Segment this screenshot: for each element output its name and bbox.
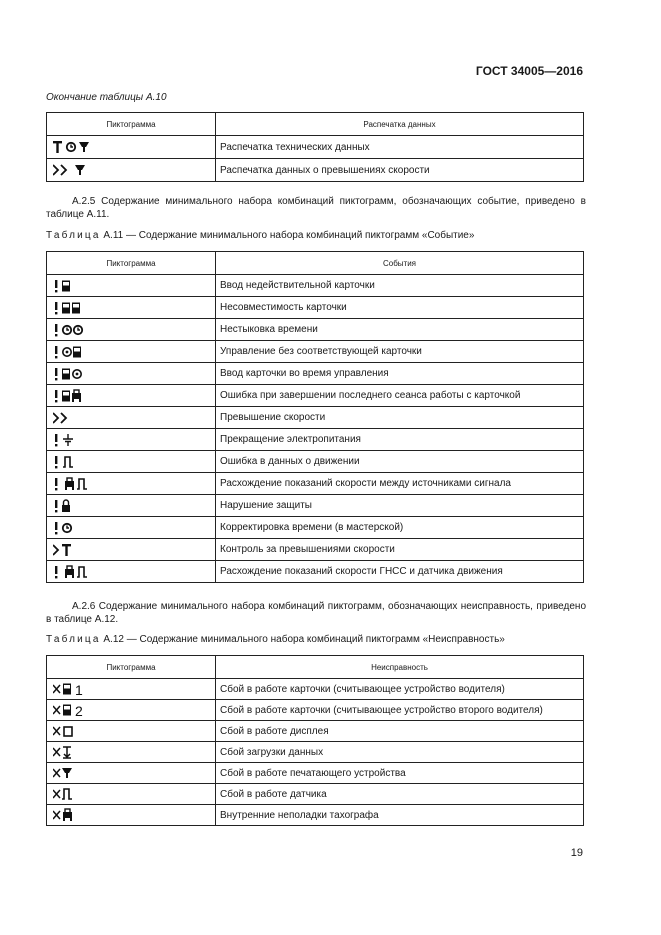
table-row: Сбой в работе карточки (считывающее устройство второго водителя) — [216, 700, 584, 721]
event-card-icon — [47, 275, 216, 297]
event-card-vu-icon — [47, 385, 216, 407]
event-wheel-card-icon — [47, 341, 216, 363]
event-overspeed-control-icon — [47, 539, 216, 561]
table-a11 — [46, 251, 584, 583]
event-card-wheel-icon — [47, 363, 216, 385]
fault-printer-icon — [47, 763, 216, 784]
fault-sensor-icon — [47, 784, 216, 805]
svg-text:1: 1 — [75, 682, 83, 696]
page-number: 19 — [570, 847, 583, 859]
paragraph-a26: А.2.6 Содержание минимального набора комбинаций пиктограмм, обозначающих неисправность, приведено в таблице А.12. — [46, 601, 586, 625]
table-row: Распечатка технических данных — [216, 136, 584, 159]
caption-prefix: Таблица — [46, 230, 101, 241]
table-row: Сбой в работе карточки (считывающее устройство водителя) — [216, 679, 584, 700]
fault-display-icon — [47, 721, 216, 742]
table-row: Сбой загрузки данных — [216, 742, 584, 763]
event-motion-icon — [47, 451, 216, 473]
event-overspeed-icon — [47, 407, 216, 429]
table-row: Превышение скорости — [216, 407, 584, 429]
table-row: Контроль за превышениями скорости — [216, 539, 584, 561]
table-a12-caption — [46, 634, 505, 645]
table-row: Расхождение показаний скорости ГНСС и датчика движения — [216, 561, 584, 583]
overspeed-print-icon — [47, 159, 216, 182]
table-a12 — [46, 655, 584, 826]
table-a10 — [46, 112, 584, 182]
event-vu-motion-icon — [47, 473, 216, 495]
table-row: Управление без соответствующей карточки — [216, 341, 584, 363]
event-two-cards-icon — [47, 297, 216, 319]
event-clock-icon — [47, 517, 216, 539]
column-header: Распечатка данных — [216, 113, 584, 136]
column-header: Пиктограмма — [47, 656, 216, 679]
table-a11-caption — [46, 230, 474, 241]
event-lock-icon — [47, 495, 216, 517]
table-row: Нестыковка времени — [216, 319, 584, 341]
table-row: Ввод недействительной карточки — [216, 275, 584, 297]
column-header: Пиктограмма — [47, 113, 216, 136]
fault-vu-icon — [47, 805, 216, 826]
fault-card2-icon — [47, 700, 216, 721]
caption-prefix: Таблица — [46, 634, 101, 645]
table-row: Расхождение показаний скорости между источниками сигнала — [216, 473, 584, 495]
table-row: Несовместимость карточки — [216, 297, 584, 319]
caption-text: А.12 — Содержание минимального набора комбинаций пиктограмм «Неисправность» — [103, 634, 505, 645]
table-row: Ошибка в данных о движении — [216, 451, 584, 473]
table-row: Распечатка данных о превышениях скорости — [216, 159, 584, 182]
tech-data-print-icon — [47, 136, 216, 159]
event-vu-motion-gnss-icon — [47, 561, 216, 583]
table-row: Корректировка времени (в мастерской) — [216, 517, 584, 539]
standard-number: ГОСТ 34005—2016 — [475, 64, 583, 78]
event-power-icon — [47, 429, 216, 451]
event-two-clocks-icon — [47, 319, 216, 341]
caption-text: А.11 — Содержание минимального набора комбинаций пиктограмм «Событие» — [103, 230, 475, 241]
table-a10-caption: Окончание таблицы А.10 — [46, 92, 167, 103]
paragraph-a25: А.2.5 Содержание минимального набора комбинаций пиктограмм, обозначающих событие, приведено в таблице А.11. — [46, 196, 586, 220]
fault-card1-icon — [47, 679, 216, 700]
column-header: События — [216, 252, 584, 275]
table-row: Нарушение защиты — [216, 495, 584, 517]
column-header: Неисправность — [216, 656, 584, 679]
table-row: Ошибка при завершении последнего сеанса работы с карточкой — [216, 385, 584, 407]
table-row: Внутренние неполадки тахографа — [216, 805, 584, 826]
table-row: Прекращение электропитания — [216, 429, 584, 451]
table-row: Сбой в работе датчика — [216, 784, 584, 805]
table-row: Сбой в работе дисплея — [216, 721, 584, 742]
table-row: Сбой в работе печатающего устройства — [216, 763, 584, 784]
svg-text:2: 2 — [75, 703, 83, 717]
column-header: Пиктограмма — [47, 252, 216, 275]
fault-download-icon — [47, 742, 216, 763]
table-row: Ввод карточки во время управления — [216, 363, 584, 385]
